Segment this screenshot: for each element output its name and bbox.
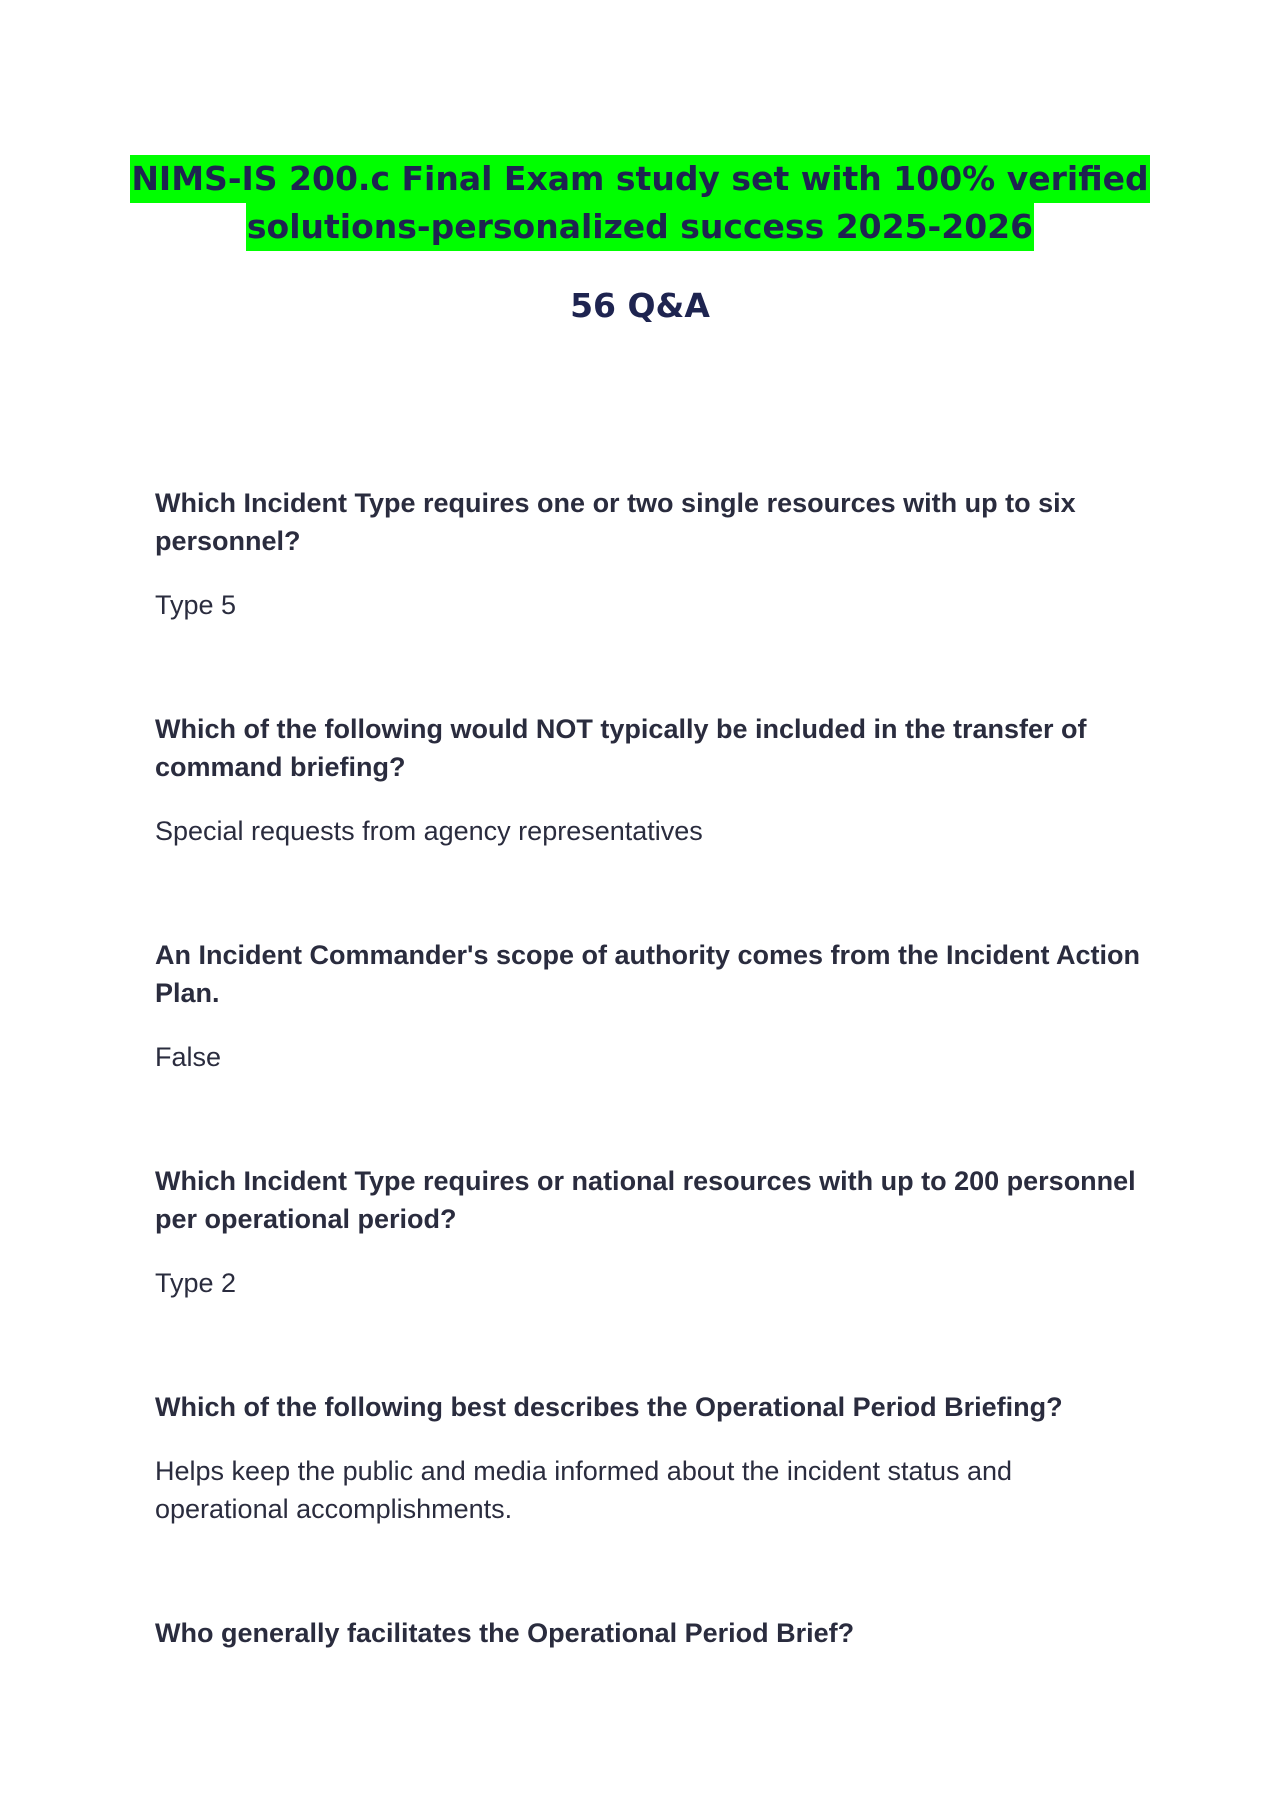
title-line-2: solutions-personalized success 2025-2026 bbox=[246, 203, 1034, 251]
qa-item bbox=[155, 1162, 1145, 1302]
answer-text: Helps keep the public and media informed about the incident status and operational accomplishments. bbox=[155, 1456, 1013, 1524]
qa-item bbox=[155, 1388, 1145, 1528]
question-text: Which of the following would NOT typically be included in the transfer of command briefing? bbox=[155, 714, 1087, 782]
answer-text: Type 2 bbox=[155, 1268, 237, 1298]
question-text: Which Incident Type requires one or two single resources with up to six personnel? bbox=[155, 488, 1076, 556]
question-text: Who generally facilitates the Operational Period Brief? bbox=[155, 1618, 855, 1648]
answer-text: False bbox=[155, 1042, 222, 1072]
qa-item bbox=[155, 710, 1145, 850]
question-text: An Incident Commander's scope of authority comes from the Incident Action Plan. bbox=[155, 940, 1141, 1008]
question-count: 56 Q&A bbox=[570, 286, 710, 325]
qa-item bbox=[155, 936, 1145, 1076]
title-line-1: NIMS-IS 200.c Final Exam study set with 100% verified bbox=[130, 155, 1149, 203]
document-title bbox=[0, 155, 1280, 251]
qa-item bbox=[155, 1614, 1145, 1652]
answer-text: Type 5 bbox=[155, 590, 237, 620]
answer-text: Special requests from agency representatives bbox=[155, 816, 703, 846]
question-text: Which Incident Type requires or national resources with up to 200 personnel per operational period? bbox=[155, 1166, 1136, 1234]
qa-item bbox=[155, 484, 1145, 624]
question-text: Which of the following best describes the Operational Period Briefing? bbox=[155, 1392, 1063, 1422]
